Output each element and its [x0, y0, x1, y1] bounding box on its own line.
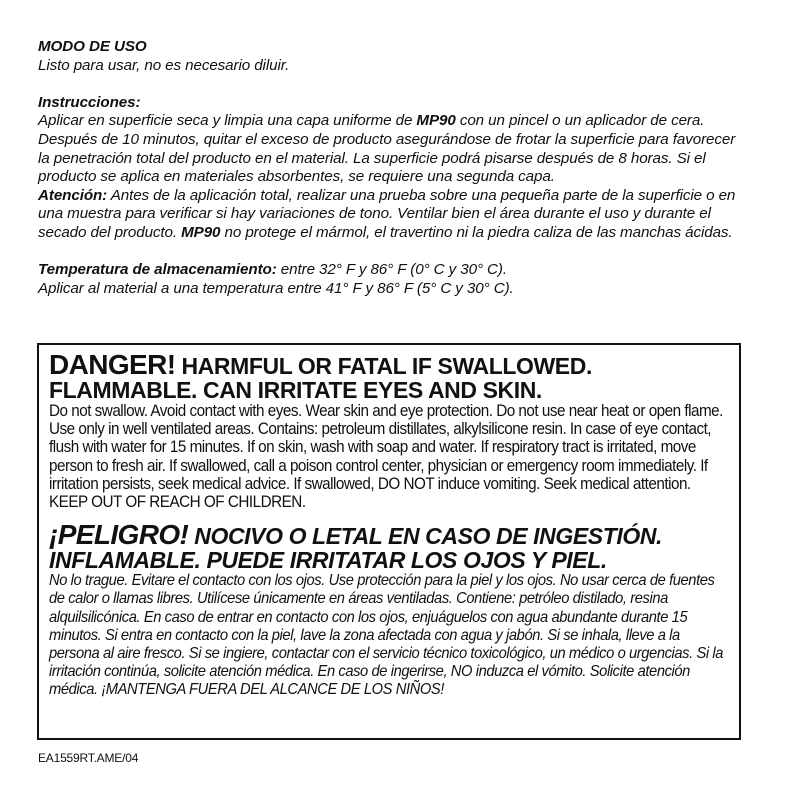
danger-line-1: HARMFUL OR FATAL IF SWALLOWED. — [175, 353, 592, 379]
peligro-line-1: NOCIVO O LETAL EN CASO DE INGESTIÓN. — [188, 523, 663, 550]
warning-box — [37, 343, 741, 740]
danger-body: Do not swallow. Avoid contact with eyes. Wear skin and eye protection. Do not use near heat or open flame. Use only in well ventilated areas. Contains: petroleum distillates, alkylsilicone resin. In case of eye contact, flush with water for 15 minutes. If on skin, wash with soap and water. If respiratory tract is irritated, move person to fresh air. If swallowed, call a poison control center, physician or emergency room immediately. If irritation persists, seek medical advice. If swallowed, DO NOT induce vomiting. Seek medical attention. KEEP OUT OF REACH OF CHILDREN. — [49, 401, 723, 512]
danger-signal: DANGER! — [49, 349, 176, 380]
apply-temperature: Aplicar al material a una temperatura entre 41° F y 86° F (5° C y 30° C). — [38, 279, 514, 297]
attention-text — [38, 187, 746, 243]
storage-text — [38, 261, 746, 280]
instructions-text-b: con un pincel o un aplicador de cera. Después de 10 minutos, quitar el exceso de producto asegurándose de frotar la superficie para favorecer la penetración total del producto en el material. La superficie podrá pisarse después de 8 horas. Si el producto se aplica en materiales absorbentes, se requiere una segunda capa. — [38, 112, 736, 186]
peligro-heading — [49, 519, 733, 551]
instructions-title: Instrucciones: — [38, 93, 141, 111]
attention-text-b: no protege el mármol, el travertino ni la piedra caliza de las manchas ácidas. — [220, 223, 733, 241]
storage-label: Temperatura de almacenamiento: — [38, 261, 277, 279]
storage-range: entre 32° F y 86° F (0° C y 30° C). — [276, 261, 508, 279]
danger-heading — [49, 349, 733, 380]
peligro-line-2: INFLAMABLE. PUEDE IRRITATAR LOS OJOS Y PIEL. — [49, 547, 607, 574]
attention-text-a: Antes de la aplicación total, realizar una prueba sobre una pequeña parte de la superficie o en una muestra para verificar si hay variaciones de tono. Ventilar bien el área durante el uso y durante el secado del producto. — [38, 186, 736, 241]
instructions-section — [38, 38, 746, 298]
product-name: MP90 — [416, 112, 456, 130]
attention-product-name: MP90 — [181, 223, 221, 241]
usage-title: MODO DE USO — [38, 38, 147, 55]
instructions-text — [38, 112, 746, 186]
usage-text: Listo para usar, no es necesario diluir. — [38, 56, 290, 74]
peligro-signal: ¡PELIGRO! — [49, 519, 189, 551]
attention-label: Atención: — [38, 186, 108, 204]
product-code: EA1559RT.AME/04 — [38, 751, 139, 765]
peligro-body: No lo trague. Evitare el contacto con los ojos. Use protección para la piel y los ojos. No usar cerca de fuentes de calor o llamas libres. Utilícese únicamente en áreas ventiladas. Contiene: petróleo distilado, resina alquilsilicónica. En caso de entrar en contacto con los ojos, enjuáguelos con agua abundante durante 15 minutos. Si entra en contacto con la piel, lave la zona afectada con agua y jabón. Si se inhala, lleve a la persona al aire fresco. Si se ingiere, contactar con el servicio técnico toxicológico, un médico o urgencias. Si la irritación continúa, solicite atención médica. En caso de ingerirse, NO induzca el vómito. Solicite atención médica. ¡MANTENGA FUERA DEL ALCANCE DE LOS NIÑOS! — [49, 572, 724, 699]
danger-line-2: FLAMMABLE. CAN IRRITATE EYES AND SKIN. — [49, 377, 542, 403]
instructions-text-a: Aplicar en superficie seca y limpia una capa uniforme de — [38, 112, 417, 130]
